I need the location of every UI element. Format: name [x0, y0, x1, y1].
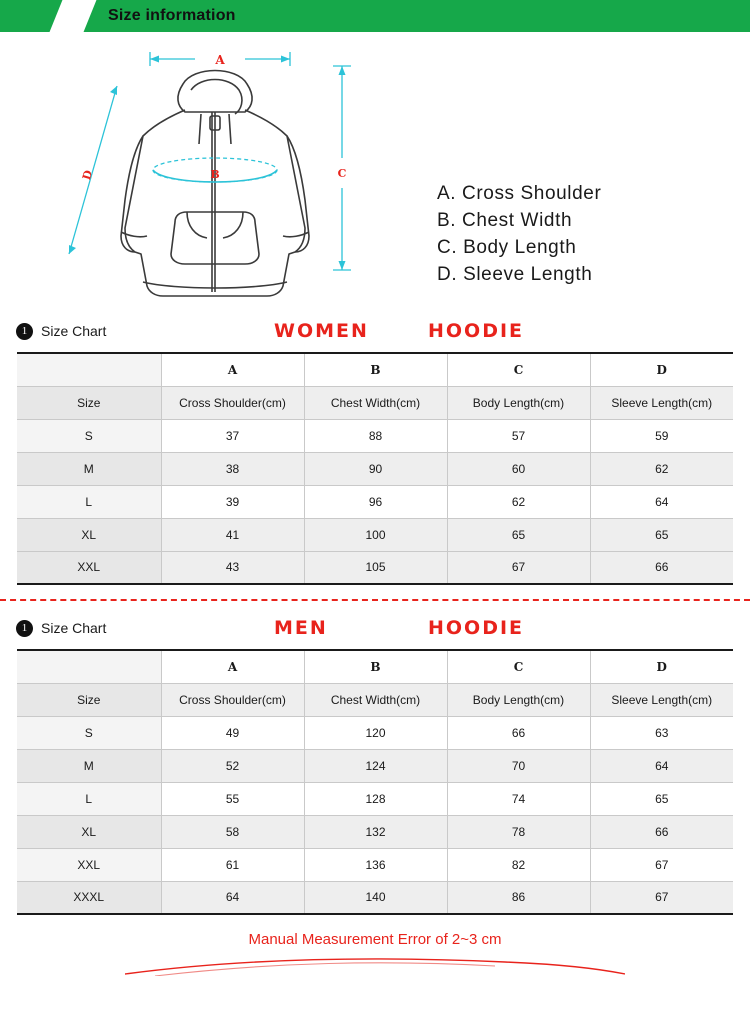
- chart-label: Size Chart: [41, 620, 107, 636]
- column-header-body-length: Body Length(cm): [447, 683, 590, 716]
- hoodie-outline: [121, 71, 309, 297]
- label-b: B: [210, 168, 220, 181]
- column-header-size: Size: [17, 683, 161, 716]
- cell-body-length: 74: [447, 782, 590, 815]
- cell-cross-shoulder: 52: [161, 749, 304, 782]
- table-row: [17, 551, 733, 584]
- illustration-section: [0, 32, 750, 310]
- letter-cell-d: D: [590, 353, 733, 386]
- letter-cell-c: C: [447, 650, 590, 683]
- section-divider: [0, 599, 750, 601]
- cell-body-length: 57: [447, 419, 590, 452]
- cell-cross-shoulder: 58: [161, 815, 304, 848]
- column-header-cross-shoulder: Cross Shoulder(cm): [161, 386, 304, 419]
- cell-body-length: 65: [447, 518, 590, 551]
- measurement-note: Manual Measurement Error of 2~3 cm: [248, 931, 502, 948]
- cell-chest-width: 124: [304, 749, 447, 782]
- measure-d-line: [69, 86, 117, 254]
- column-header-sleeve-length: Sleeve Length(cm): [590, 386, 733, 419]
- cell-size: XL: [17, 815, 161, 848]
- cell-body-length: 78: [447, 815, 590, 848]
- cell-body-length: 60: [447, 452, 590, 485]
- column-header-cross-shoulder: Cross Shoulder(cm): [161, 683, 304, 716]
- men-size-chart-block: [0, 607, 750, 915]
- cell-body-length: 67: [447, 551, 590, 584]
- letter-cell-a: A: [161, 650, 304, 683]
- cell-sleeve-length: 67: [590, 881, 733, 914]
- hoodie-diagram: [55, 40, 375, 300]
- table-row: [17, 452, 733, 485]
- chart-number-badge: 1: [16, 323, 33, 340]
- table-letter-row: [17, 353, 733, 386]
- cell-sleeve-length: 65: [590, 782, 733, 815]
- cell-body-length: 86: [447, 881, 590, 914]
- letter-cell: [17, 650, 161, 683]
- letter-cell-b: B: [304, 353, 447, 386]
- cell-size: L: [17, 485, 161, 518]
- header-slash-decoration: [50, 0, 97, 32]
- cell-chest-width: 136: [304, 848, 447, 881]
- chart-label: Size Chart: [41, 323, 107, 339]
- cell-sleeve-length: 67: [590, 848, 733, 881]
- cell-sleeve-length: 62: [590, 452, 733, 485]
- cell-cross-shoulder: 55: [161, 782, 304, 815]
- table-row: [17, 749, 733, 782]
- cell-size: M: [17, 452, 161, 485]
- label-d: D: [80, 168, 96, 182]
- women-chart-heading: [0, 310, 750, 352]
- women-size-chart-block: [0, 310, 750, 585]
- table-letter-row: [17, 650, 733, 683]
- cell-cross-shoulder: 43: [161, 551, 304, 584]
- cell-size: L: [17, 782, 161, 815]
- cell-cross-shoulder: 38: [161, 452, 304, 485]
- letter-cell-c: C: [447, 353, 590, 386]
- measurement-legend: [437, 180, 601, 288]
- cell-body-length: 82: [447, 848, 590, 881]
- cell-chest-width: 100: [304, 518, 447, 551]
- cell-cross-shoulder: 61: [161, 848, 304, 881]
- table-header-row: [17, 683, 733, 716]
- men-size-table: [17, 649, 733, 915]
- header-bar: [0, 0, 750, 32]
- table-row: [17, 419, 733, 452]
- cell-size: XXL: [17, 551, 161, 584]
- letter-cell-b: B: [304, 650, 447, 683]
- label-c: C: [337, 167, 347, 180]
- column-header-chest-width: Chest Width(cm): [304, 683, 447, 716]
- cell-size: S: [17, 716, 161, 749]
- cell-cross-shoulder: 37: [161, 419, 304, 452]
- cell-sleeve-length: 63: [590, 716, 733, 749]
- page-title: Size information: [108, 7, 236, 24]
- chart-product: HOODIE: [428, 617, 525, 639]
- footer-swoosh-decoration: [125, 954, 625, 976]
- table-row: [17, 848, 733, 881]
- table-row: [17, 518, 733, 551]
- cell-chest-width: 128: [304, 782, 447, 815]
- cell-chest-width: 132: [304, 815, 447, 848]
- table-header-row: [17, 386, 733, 419]
- cell-size: S: [17, 419, 161, 452]
- chart-gender: WOMEN: [274, 320, 369, 342]
- cell-sleeve-length: 66: [590, 551, 733, 584]
- legend-item-c: C. Body Length: [437, 237, 577, 258]
- column-header-size: Size: [17, 386, 161, 419]
- cell-sleeve-length: 64: [590, 485, 733, 518]
- column-header-sleeve-length: Sleeve Length(cm): [590, 683, 733, 716]
- table-row: [17, 485, 733, 518]
- cell-sleeve-length: 66: [590, 815, 733, 848]
- cell-chest-width: 105: [304, 551, 447, 584]
- cell-sleeve-length: 64: [590, 749, 733, 782]
- cell-chest-width: 88: [304, 419, 447, 452]
- legend-item-a: A. Cross Shoulder: [437, 183, 602, 204]
- chart-product: HOODIE: [428, 320, 525, 342]
- chart-number-badge: 1: [16, 620, 33, 637]
- cell-chest-width: 90: [304, 452, 447, 485]
- letter-cell-a: A: [161, 353, 304, 386]
- letter-cell: [17, 353, 161, 386]
- cell-cross-shoulder: 41: [161, 518, 304, 551]
- cell-body-length: 66: [447, 716, 590, 749]
- legend-item-d: D. Sleeve Length: [437, 264, 593, 285]
- cell-sleeve-length: 59: [590, 419, 733, 452]
- table-row: [17, 782, 733, 815]
- label-a: A: [215, 53, 225, 67]
- legend-item-b: B. Chest Width: [437, 210, 573, 231]
- cell-chest-width: 96: [304, 485, 447, 518]
- column-header-body-length: Body Length(cm): [447, 386, 590, 419]
- column-header-chest-width: Chest Width(cm): [304, 386, 447, 419]
- table-row: [17, 815, 733, 848]
- women-size-table: [17, 352, 733, 585]
- cell-body-length: 70: [447, 749, 590, 782]
- cell-cross-shoulder: 39: [161, 485, 304, 518]
- table-row: [17, 716, 733, 749]
- table-row: [17, 881, 733, 914]
- cell-size: XXXL: [17, 881, 161, 914]
- cell-sleeve-length: 65: [590, 518, 733, 551]
- letter-cell-d: D: [590, 650, 733, 683]
- cell-size: XL: [17, 518, 161, 551]
- footer-section: [0, 931, 750, 976]
- men-chart-heading: [0, 607, 750, 649]
- cell-chest-width: 120: [304, 716, 447, 749]
- cell-body-length: 62: [447, 485, 590, 518]
- chart-gender: MEN: [274, 617, 328, 639]
- cell-size: XXL: [17, 848, 161, 881]
- cell-cross-shoulder: 49: [161, 716, 304, 749]
- cell-chest-width: 140: [304, 881, 447, 914]
- cell-cross-shoulder: 64: [161, 881, 304, 914]
- cell-size: M: [17, 749, 161, 782]
